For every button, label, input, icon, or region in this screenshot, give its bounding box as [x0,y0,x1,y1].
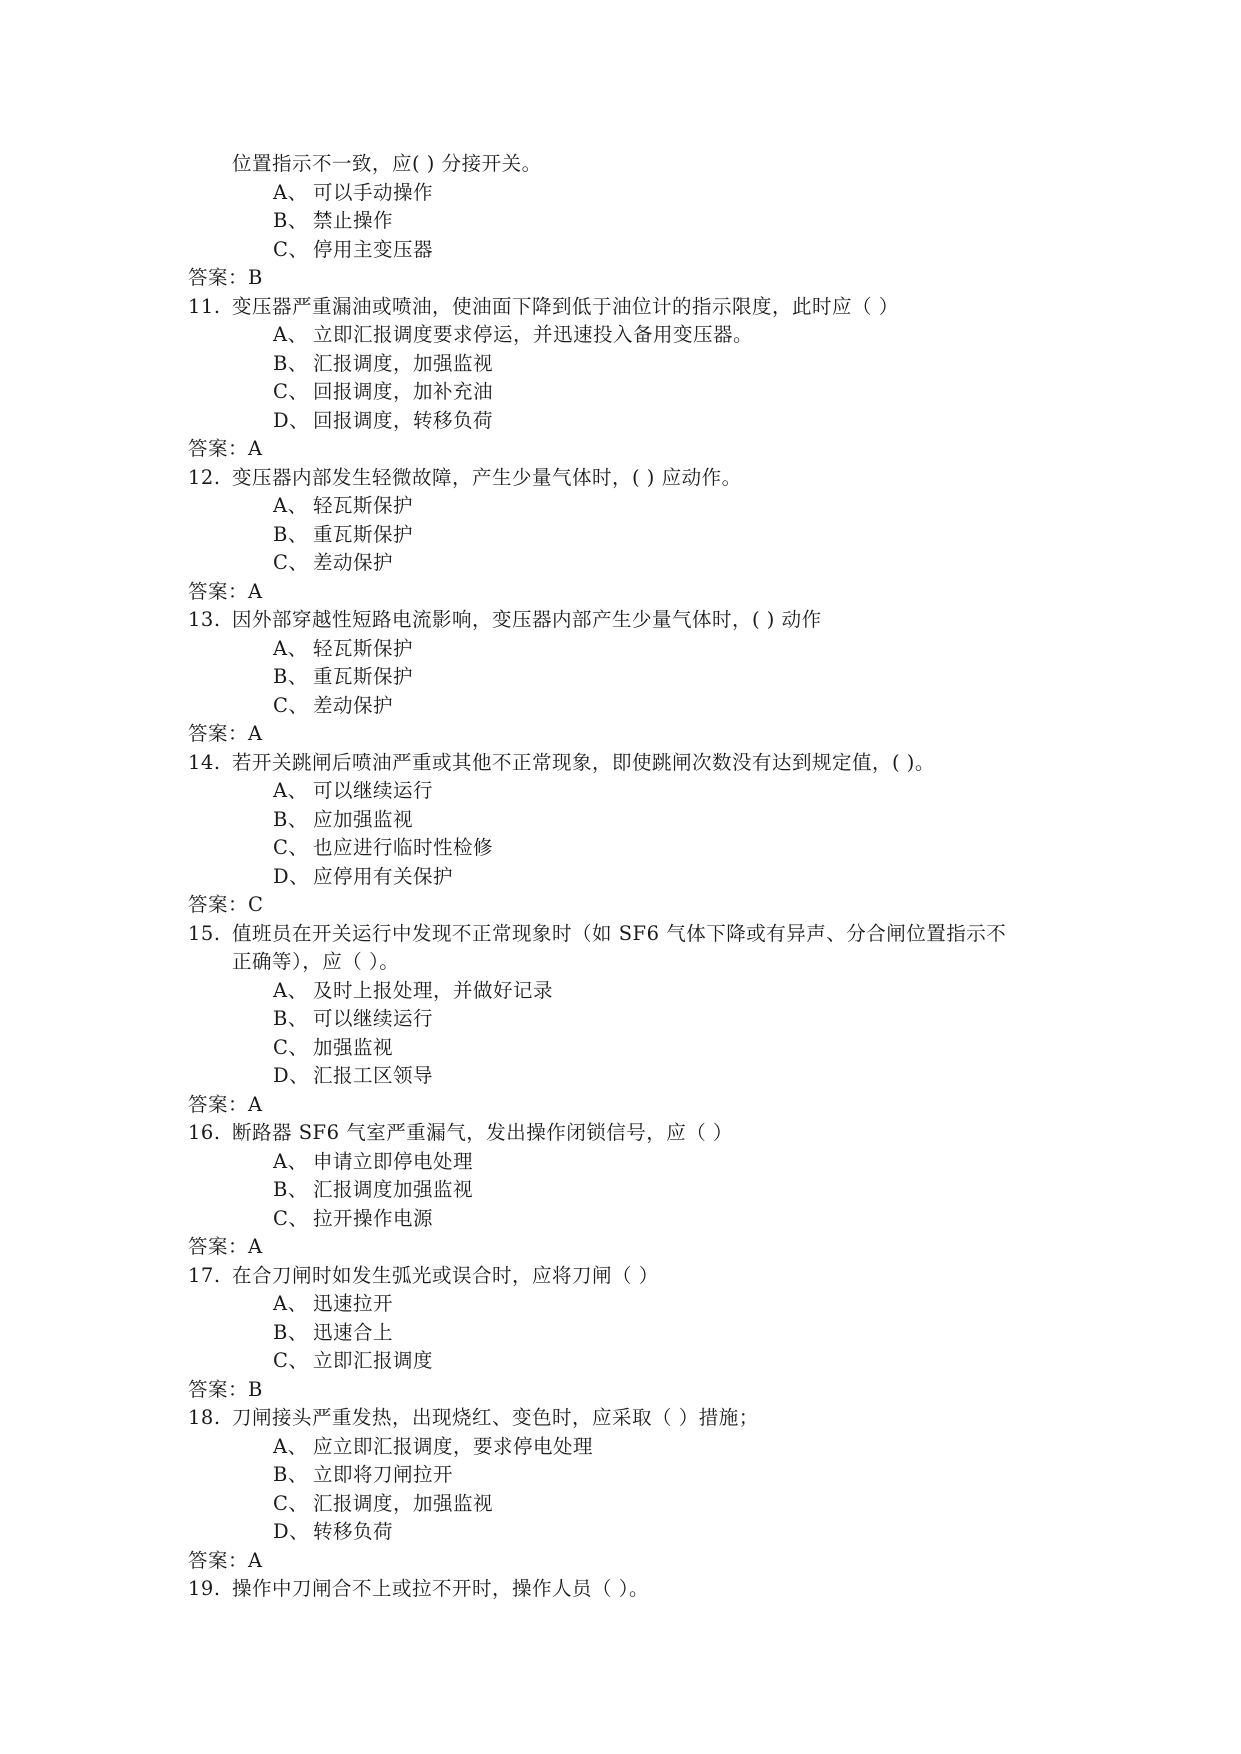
option-item [188,1490,1088,1519]
option-text: 回报调度，加补充油 [313,380,494,403]
question-list [188,150,1088,1604]
question-text: 变压器严重漏油或喷油，使油面下降到低于油位计的指示限度，此时应（ ） [232,294,899,318]
answer-line: 答案：A [188,1092,263,1116]
option-letter: A、 [273,323,308,346]
option-letter: B、 [273,665,308,688]
option-item [188,635,1088,664]
option-text: 加强监视 [313,1035,394,1059]
option-text: 重瓦斯保护 [313,665,414,688]
option-letter: C、 [273,836,309,859]
option-item [188,977,1088,1006]
option-letter: C、 [273,1491,309,1515]
option-letter: A、 [273,636,308,660]
option-text: 应加强监视 [313,807,414,831]
option-item [188,1205,1088,1234]
option-text: 汇报调度，加强监视 [313,351,494,375]
option-text: 及时上报处理，并做好记录 [313,978,554,1002]
option-item [188,863,1088,892]
question-text: 变压器内部发生轻微故障，产生少量气体时，( ) 应动作。 [232,465,742,489]
question-text-line: 位置指示不一致，应( ) 分接开关。 [232,152,542,175]
answer-line: 答案：B [188,1377,263,1401]
option-item [188,1005,1088,1034]
option-text: 应立即汇报调度，要求停电处理 [313,1434,594,1458]
option-letter: B、 [273,1463,308,1486]
option-item [188,378,1088,407]
option-text: 汇报调度，加强监视 [313,1491,494,1515]
option-letter: A、 [273,494,308,517]
option-letter: B、 [273,522,308,546]
answer-line: 答案：A [188,1235,263,1258]
option-text: 停用主变压器 [313,237,434,261]
option-letter: C、 [273,551,309,574]
option-item [188,549,1088,578]
question-number: 17. [188,1263,221,1287]
option-text: 可以手动操作 [313,180,434,204]
option-text: 轻瓦斯保护 [313,636,414,660]
option-text: 立即汇报调度 [313,1349,434,1372]
option-letter: C、 [273,1206,309,1230]
answer-line: 答案：B [188,266,263,289]
option-text: 差动保护 [313,551,394,574]
option-item [188,1176,1088,1205]
option-text: 迅速合上 [313,1320,394,1344]
option-item [188,777,1088,806]
option-text: 申请立即停电处理 [313,1149,474,1173]
question-line [188,1404,1088,1433]
option-letter: C、 [273,380,309,403]
option-letter: A、 [273,978,308,1002]
option-letter: A、 [273,1292,308,1315]
question-number: 12. [188,465,221,489]
option-item [188,236,1088,265]
option-letter: A、 [273,1434,308,1458]
question-text: 在合刀闸时如发生弧光或误合时，应将刀闸（ ） [232,1263,659,1287]
answer-line: 答案：A [188,1548,263,1572]
question-text-line: 正确等），应（ ）。 [232,950,400,973]
option-text: 可以继续运行 [313,779,434,802]
answer-line: 答案：A [188,579,263,603]
option-letter: D、 [273,1064,310,1087]
option-text: 禁止操作 [313,209,394,232]
option-letter: B、 [273,1007,308,1030]
option-item [188,1518,1088,1547]
question-line [188,749,1088,778]
option-item [188,1148,1088,1177]
option-letter: A、 [273,779,308,802]
option-text: 回报调度，转移负荷 [313,408,494,432]
option-letter: C、 [273,1035,309,1059]
option-item [188,207,1088,236]
option-text: 迅速拉开 [313,1292,394,1315]
option-letter: C、 [273,1349,309,1372]
question-text: 断路器 SF6 气室严重漏气，发出操作闭锁信号，应（ ） [232,1121,733,1144]
question-line [188,464,1088,493]
option-letter: D、 [273,864,310,888]
option-item [188,1433,1088,1462]
question-line [188,293,1088,322]
question-line [188,606,1088,635]
option-item [188,1319,1088,1348]
option-item [188,350,1088,379]
option-text: 轻瓦斯保护 [313,494,414,517]
option-letter: B、 [273,807,308,831]
option-letter: B、 [273,209,308,232]
option-item [188,692,1088,721]
option-letter: B、 [273,351,308,375]
question-number: 19. [188,1577,221,1600]
question-line [188,920,1088,949]
option-text: 立即汇报调度要求停运，并迅速投入备用变压器。 [313,323,754,346]
question-number: 18. [188,1406,221,1429]
question-text: 若开关跳闸后喷油严重或其他不正常现象，即使跳闸次数没有达到规定值，( )。 [232,750,935,774]
option-item [188,492,1088,521]
option-item [188,321,1088,350]
option-text: 重瓦斯保护 [313,522,414,546]
question-number: 11. [188,294,221,318]
option-letter: A、 [273,180,308,204]
question-number: 13. [188,608,221,631]
question-line [188,1119,1088,1148]
option-letter: B、 [273,1320,308,1344]
option-item [188,407,1088,436]
option-letter: C、 [273,237,309,261]
question-text: 值班员在开关运行中发现不正常现象时（如 SF6 气体下降或有异声、分合闸位置指示不 [232,921,1007,945]
option-text: 汇报调度加强监视 [313,1178,474,1201]
option-item [188,1290,1088,1319]
option-letter: D、 [273,1520,310,1543]
option-item [188,663,1088,692]
option-item [188,1461,1088,1490]
option-item [188,179,1088,208]
option-item [188,521,1088,550]
option-text: 汇报工区领导 [313,1064,434,1087]
question-text: 操作中刀闸合不上或拉不开时，操作人员（ ）。 [232,1577,649,1600]
option-text: 拉开操作电源 [313,1206,434,1230]
answer-line: 答案：A [188,722,263,745]
question-line [188,1575,1088,1604]
question-text: 刀闸接头严重发热，出现烧红、变色时，应采取（ ）措施； [232,1406,759,1429]
option-text: 可以继续运行 [313,1007,434,1030]
option-item [188,1347,1088,1376]
option-letter: B、 [273,1178,308,1201]
option-text: 也应进行临时性检修 [313,836,494,859]
question-text: 因外部穿越性短路电流影响，变压器内部产生少量气体时，( ) 动作 [232,608,822,631]
option-text: 转移负荷 [313,1520,394,1543]
option-item [188,806,1088,835]
question-number: 15. [188,921,221,945]
answer-line: 答案：C [188,893,264,916]
option-letter: C、 [273,693,309,717]
option-letter: A、 [273,1149,308,1173]
question-number: 16. [188,1121,221,1144]
answer-line: 答案：A [188,437,263,460]
option-text: 应停用有关保护 [313,864,454,888]
option-letter: D、 [273,408,310,432]
question-line [188,1262,1088,1291]
option-text: 差动保护 [313,693,394,717]
option-text: 立即将刀闸拉开 [313,1463,454,1486]
option-item [188,834,1088,863]
option-item [188,1034,1088,1063]
question-number: 14. [188,750,221,774]
option-item [188,1062,1088,1091]
